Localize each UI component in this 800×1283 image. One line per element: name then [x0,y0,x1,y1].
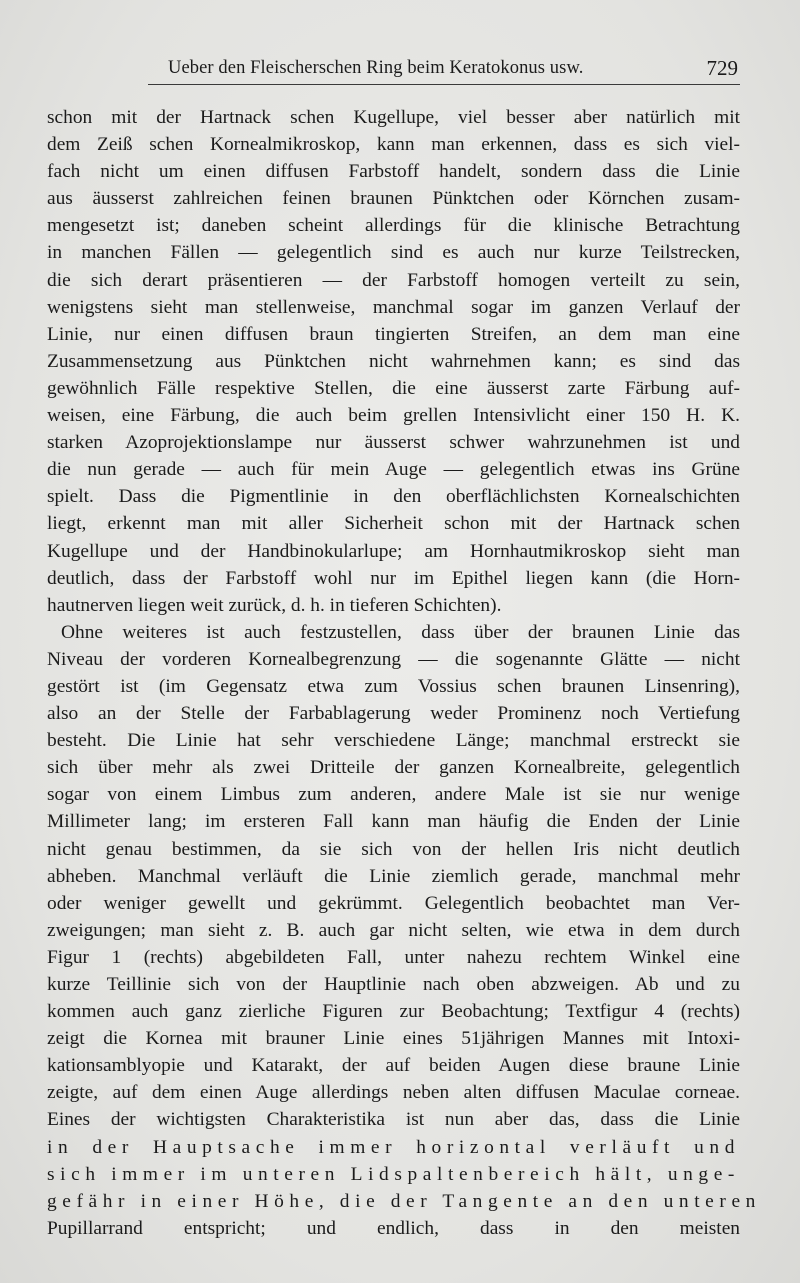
text-line: in der Hauptsache immer horizontal verläuft und [47,1136,740,1158]
text-line: zweigungen; man sieht z. B. auch gar nicht selten, wie etwa in dem durch [47,919,740,941]
text-line: Ohne weiteres ist auch festzustellen, dass über der braunen Linie das [61,621,740,643]
text-line: gefähr in einer Höhe, die der Tangente an den unteren [47,1190,761,1212]
header-rule [148,84,740,85]
text-line: sich über mehr als zwei Dritteile der ganzen Kornealbreite, gelegentlich [47,757,740,779]
text-line: wenigstens sieht man stellenweise, manchmal sogar im ganzen Verlauf der [47,296,740,318]
text-line: sogar von einem Limbus zum anderen, andere Male ist sie nur wenige [47,784,740,806]
text-line: mengesetzt ist; daneben scheint allerdings für die klinische Betrachtung [47,215,740,237]
text-line: gestört ist (im Gegensatz etwa zum Vossius schen braunen Linsenring), [47,675,740,697]
text-line: die nun gerade — auch für mein Auge — gelegentlich etwas ins Grüne [47,459,740,481]
text-line: oder weniger gewellt und gekrümmt. Gelegentlich beobachtet man Ver- [47,892,740,914]
body-text [47,104,761,1242]
text-line: abheben. Manchmal verläuft die Linie ziemlich gerade, manchmal mehr [47,865,740,887]
text-line: weisen, eine Färbung, die auch beim grellen Intensivlicht einer 150 H. K. [47,405,740,427]
text-line: deutlich, dass der Farbstoff wohl nur im Epithel liegen kann (die Horn- [47,567,740,589]
text-line: hautnerven liegen weit zurück, d. h. in tieferen Schichten). [47,594,502,616]
text-line: Pupillarrand entspricht; und endlich, dass in den meisten [47,1217,740,1239]
text-line: liegt, erkennt man mit aller Sicherheit schon mit der Hartnack schen [47,513,740,535]
text-line: zeigte, auf dem einen Auge allerdings neben alten diffusen Maculae corneae. [47,1082,740,1104]
text-line: Niveau der vorderen Kornealbegrenzung — die sogenannte Glätte — nicht [47,648,740,670]
running-title: Ueber den Fleischerschen Ring beim Keratokonus usw. [168,58,584,78]
text-line: Figur 1 (rechts) abgebildeten Fall, unter nahezu rechtem Winkel eine [47,946,740,968]
text-line: die sich derart präsentieren — der Farbstoff homogen verteilt zu sein, [47,269,740,291]
page-number: 729 [706,56,738,80]
text-line: also an der Stelle der Farbablagerung weder Prominenz noch Vertiefung [47,703,740,725]
text-line: Zusammensetzung aus Pünktchen nicht wahrnehmen kann; es sind das [47,350,740,372]
text-line: aus äusserst zahlreichen feinen braunen Pünktchen oder Körnchen zusam- [47,188,740,210]
text-line: Linie, nur einen diffusen braun tingierten Streifen, an dem man eine [47,323,740,345]
text-line: dem Zeiß schen Kornealmikroskop, kann man erkennen, dass es sich viel- [47,134,740,156]
text-line: kommen auch ganz zierliche Figuren zur Beobachtung; Textfigur 4 (rechts) [47,1001,740,1023]
text-line: gewöhnlich Fälle respektive Stellen, die eine äusserst zarte Färbung auf- [47,377,740,399]
text-line: kurze Teillinie sich von der Hauptlinie nach oben abzweigen. Ab und zu [47,974,740,995]
text-line: spielt. Dass die Pigmentlinie in den oberflächlichsten Kornealschichten [47,486,740,508]
text-line: schon mit der Hartnack schen Kugellupe, viel besser aber natürlich mit [47,107,740,128]
page-header [46,58,738,84]
text-line: Kugellupe und der Handbinokularlupe; am Hornhautmikroskop sieht man [47,540,740,562]
text-line: zeigt die Kornea mit brauner Linie eines 51jährigen Mannes mit Intoxi- [47,1028,740,1050]
text-line: starken Azoprojektionslampe nur äusserst schwer wahrzunehmen ist und [47,432,740,454]
text-line: in manchen Fällen — gelegentlich sind es auch nur kurze Teilstrecken, [47,242,740,264]
text-line: Millimeter lang; im ersteren Fall kann man häufig die Enden der Linie [47,811,740,833]
text-line: sich immer im unteren Lidspaltenbereich hält, unge- [47,1163,740,1185]
text-line: Eines der wichtigsten Charakteristika ist nun aber das, dass die Linie [47,1109,740,1131]
text-line: besteht. Die Linie hat sehr verschiedene Länge; manchmal erstreckt sie [47,730,740,752]
text-line: kationsamblyopie und Katarakt, der auf beiden Augen diese braune Linie [47,1055,740,1077]
text-line: nicht genau bestimmen, da sie sich von der hellen Iris nicht deutlich [47,838,740,860]
text-line: fach nicht um einen diffusen Farbstoff handelt, sondern dass die Linie [47,161,740,183]
